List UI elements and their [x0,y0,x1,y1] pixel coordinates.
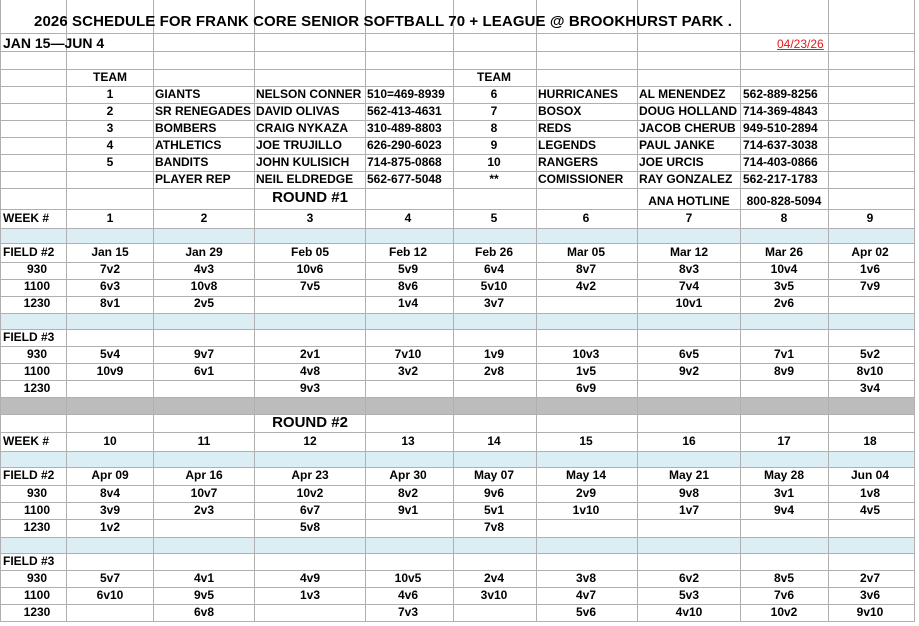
grid-column-line [637,0,638,622]
matchup: 9v3 [299,381,321,395]
team-manager: CRAIG NYKAZA [256,121,348,135]
round-title: ROUND #1 [272,189,348,206]
matchup: 7v10 [394,347,422,361]
grid-column-line [453,0,454,622]
matchup: 6v4 [483,262,505,276]
game-date: Mar 05 [566,245,606,259]
matchup: 6v3 [99,279,121,293]
round-title: ROUND #2 [272,414,348,431]
team-phone: 949-510-2894 [743,121,818,135]
team-number: 6 [490,87,498,101]
week-number: 13 [401,434,415,448]
matchup: 5v1 [483,503,505,517]
matchup: 3v5 [773,279,795,293]
team-phone: 714-875-0868 [367,155,442,169]
week-number: 18 [863,434,877,448]
matchup: 2v9 [575,486,597,500]
game-date: Jun 04 [850,468,890,482]
spacer-band [0,537,914,553]
week-number: 4 [404,211,412,225]
team-name: REDS [538,121,572,135]
grid-row-line [0,621,914,622]
matchup: 2v5 [193,296,215,310]
matchup: 5v4 [99,347,121,361]
game-date: May 28 [763,468,805,482]
team-name: GIANTS [155,87,201,101]
matchup: 10v2 [770,605,798,619]
matchup: 7v2 [99,262,121,276]
matchup: 8v6 [397,279,419,293]
matchup: 3v7 [483,296,505,310]
matchup: 1v6 [859,262,881,276]
week-number: 1 [106,211,114,225]
grid-row-line [0,380,914,381]
matchup: 4v9 [299,571,321,585]
team-manager: JOE TRUJILLO [256,138,343,152]
time-slot: 930 [26,347,48,361]
grid-row-line [0,51,914,52]
team-number: 3 [106,121,114,135]
matchup: 9v2 [678,364,700,378]
matchup: 4v3 [193,262,215,276]
game-date: Apr 30 [389,468,427,482]
hotline-label: ANA HOTLINE [648,194,730,208]
week-number: 11 [197,434,211,448]
matchup: 9v4 [773,503,795,517]
season-date-range: JAN 15—JUN 4 [3,35,105,51]
matchup: 6v8 [193,605,215,619]
matchup: 5v6 [575,605,597,619]
matchup: 5v2 [859,347,881,361]
matchup: 6v9 [575,381,597,395]
team-header-right: TEAM [477,70,511,84]
game-date: Mar 12 [669,245,709,259]
team-name: RANGERS [538,155,599,169]
game-date: May 14 [565,468,607,482]
grid-column-line [153,0,154,622]
matchup: 4v2 [575,279,597,293]
game-date: Apr 16 [185,468,223,482]
matchup: 6v10 [96,588,124,602]
game-date: May 21 [668,468,710,482]
team-manager: DOUG HOLLAND [639,104,737,118]
matchup: 3v1 [773,486,795,500]
matchup: 4v8 [299,364,321,378]
matchup: 6v1 [193,364,215,378]
grid-row-line [0,553,914,554]
week-number: 12 [303,434,317,448]
matchup: 3v10 [480,588,508,602]
week-number: 15 [579,434,593,448]
matchup: 3v4 [859,381,881,395]
matchup: 3v8 [575,571,597,585]
time-slot: 1230 [23,381,51,395]
matchup: 10v5 [394,571,422,585]
team-manager: JOE URCIS [639,155,704,169]
week-number: 2 [200,211,208,225]
time-slot: 930 [26,571,48,585]
time-slot: 930 [26,262,48,276]
team-manager: RAY GONZALEZ [639,172,733,186]
matchup: 10v7 [190,486,218,500]
team-phone: 714-403-0866 [743,155,818,169]
matchup: 3v6 [859,588,881,602]
matchup: 1v2 [99,520,121,534]
week-number: 8 [780,211,788,225]
matchup: 1v9 [483,347,505,361]
matchup: 10v3 [572,347,600,361]
time-slot: 1230 [23,605,51,619]
matchup: 4v5 [859,503,881,517]
team-manager: AL MENENDEZ [639,87,726,101]
team-number: 10 [487,155,501,169]
grid-column-line [254,0,255,622]
game-date: Mar 26 [764,245,804,259]
matchup: 6v5 [678,347,700,361]
time-slot: 930 [26,486,48,500]
week-number: 10 [103,434,117,448]
week-number: 7 [685,211,693,225]
matchup: 9v8 [678,486,700,500]
game-date: Feb 26 [474,245,514,259]
grid-row-line [0,329,914,330]
matchup: 8v3 [678,262,700,276]
matchup: 2v6 [773,296,795,310]
field-2-label: FIELD #2 [3,468,55,482]
field-3-label: FIELD #3 [3,554,55,568]
team-manager: JACOB CHERUB [639,121,736,135]
week-number: 14 [487,434,501,448]
team-name: LEGENDS [538,138,597,152]
matchup: 4v7 [575,588,597,602]
team-name: SR RENEGADES [155,104,252,118]
matchup: 7v5 [299,279,321,293]
grid-row-line [0,414,914,415]
matchup: 7v1 [773,347,795,361]
matchup: 8v10 [856,364,884,378]
matchup: 7v8 [483,520,505,534]
time-slot: 1230 [23,520,51,534]
time-slot: 1230 [23,296,51,310]
team-phone: 714-637-3038 [743,138,818,152]
matchup: 8v9 [773,364,795,378]
matchup: 5v3 [678,588,700,602]
schedule-title: 2026 SCHEDULE FOR FRANK CORE SENIOR SOFTBALL 70 + LEAGUE @ BROOKHURST PARK . [34,13,733,30]
spacer-band [0,451,914,467]
matchup: 10v2 [296,486,324,500]
matchup: 8v4 [99,486,121,500]
team-phone: 562-889-8256 [743,87,818,101]
spacer-band [0,228,914,243]
team-manager: PAUL JANKE [639,138,715,152]
game-date: May 07 [473,468,515,482]
matchup: 4v6 [397,588,419,602]
team-manager: NELSON CONNER [256,87,362,101]
team-number: ** [489,172,499,186]
grid-column-line [66,0,67,622]
matchup: 3v2 [397,364,419,378]
team-name: COMISSIONER [538,172,624,186]
grid-row-line [0,33,914,34]
matchup: 1v10 [572,503,600,517]
matchup: 9v7 [193,347,215,361]
updated-date: 04/23/26 [777,37,824,51]
week-number: 5 [490,211,498,225]
matchup: 2v4 [483,571,505,585]
matchup: 7v6 [773,588,795,602]
grid-column-line [828,0,829,622]
matchup: 9v10 [856,605,884,619]
matchup: 1v4 [397,296,419,310]
matchup: 8v2 [397,486,419,500]
team-phone: 510=469-8939 [367,87,445,101]
matchup: 5v10 [480,279,508,293]
time-slot: 1100 [23,588,51,602]
grid-row-line [0,313,914,314]
matchup: 7v9 [859,279,881,293]
team-name: BOSOX [538,104,582,118]
grid-row-line [0,69,914,70]
week-label: WEEK # [3,211,50,225]
matchup: 3v9 [99,503,121,517]
team-manager: DAVID OLIVAS [256,104,340,118]
matchup: 4v10 [675,605,703,619]
matchup: 9v5 [193,588,215,602]
time-slot: 1100 [23,364,51,378]
matchup: 10v8 [190,279,218,293]
team-phone: 562-677-5048 [367,172,442,186]
game-date: Feb 12 [388,245,428,259]
spacer-band [0,313,914,329]
team-number: 2 [106,104,114,118]
team-number: 9 [490,138,498,152]
team-phone: 310-489-8803 [367,121,442,135]
grid-row-line [0,188,914,189]
team-name: ATHLETICS [155,138,222,152]
team-phone: 562-413-4631 [367,104,442,118]
week-label: WEEK # [3,434,50,448]
team-manager: NEIL ELDREDGE [256,172,354,186]
team-name: BANDITS [155,155,209,169]
matchup: 7v4 [678,279,700,293]
time-slot: 1100 [23,279,51,293]
field-2-label: FIELD #2 [3,245,55,259]
matchup: 9v1 [397,503,419,517]
team-phone: 562-217-1783 [743,172,818,186]
grid-row-line [0,228,914,229]
matchup: 8v5 [773,571,795,585]
team-name: BOMBERS [155,121,217,135]
team-phone: 626-290-6023 [367,138,442,152]
matchup: 10v9 [96,364,124,378]
game-date: Jan 29 [185,245,223,259]
team-name: PLAYER REP [155,172,231,186]
matchup: 5v7 [99,571,121,585]
matchup: 5v9 [397,262,419,276]
matchup: 1v7 [678,503,700,517]
matchup: 2v3 [193,503,215,517]
matchup: 8v1 [99,296,121,310]
field-3-label: FIELD #3 [3,330,55,344]
team-number: 5 [106,155,114,169]
matchup: 1v3 [299,588,321,602]
grid-column-line [740,0,741,622]
week-number: 17 [777,434,791,448]
team-header-left: TEAM [93,70,127,84]
team-number: 4 [106,138,114,152]
team-name: HURRICANES [538,87,619,101]
matchup: 8v7 [575,262,597,276]
matchup: 6v2 [678,571,700,585]
week-number: 3 [306,211,314,225]
team-number: 8 [490,121,498,135]
week-number: 6 [582,211,590,225]
week-number: 9 [866,211,874,225]
grid-column-line [0,0,1,622]
game-date: Apr 23 [291,468,329,482]
matchup: 2v7 [859,571,881,585]
grid-row-line [0,451,914,452]
matchup: 5v8 [299,520,321,534]
game-date: Jan 15 [91,245,129,259]
round-divider-band [0,397,914,414]
matchup: 10v1 [675,296,703,310]
matchup: 2v8 [483,364,505,378]
matchup: 9v6 [483,486,505,500]
matchup: 10v4 [770,262,798,276]
game-date: Apr 09 [91,468,129,482]
game-date: Apr 02 [851,245,889,259]
grid-column-line [536,0,537,622]
grid-row-line [0,397,914,398]
matchup: 2v1 [299,347,321,361]
game-date: Feb 05 [290,245,330,259]
team-manager: JOHN KULISICH [256,155,350,169]
team-number: 1 [106,87,114,101]
team-number: 7 [490,104,498,118]
week-number: 16 [682,434,696,448]
matchup: 10v6 [296,262,324,276]
grid-column-line [365,0,366,622]
time-slot: 1100 [23,503,51,517]
grid-column-line [914,0,915,622]
matchup: 1v8 [859,486,881,500]
grid-row-line [0,537,914,538]
matchup: 4v1 [193,571,215,585]
matchup: 1v5 [575,364,597,378]
matchup: 6v7 [299,503,321,517]
hotline-number: 800-828-5094 [746,194,822,208]
matchup: 7v3 [397,605,419,619]
grid-row-line [0,519,914,520]
team-phone: 714-369-4843 [743,104,818,118]
